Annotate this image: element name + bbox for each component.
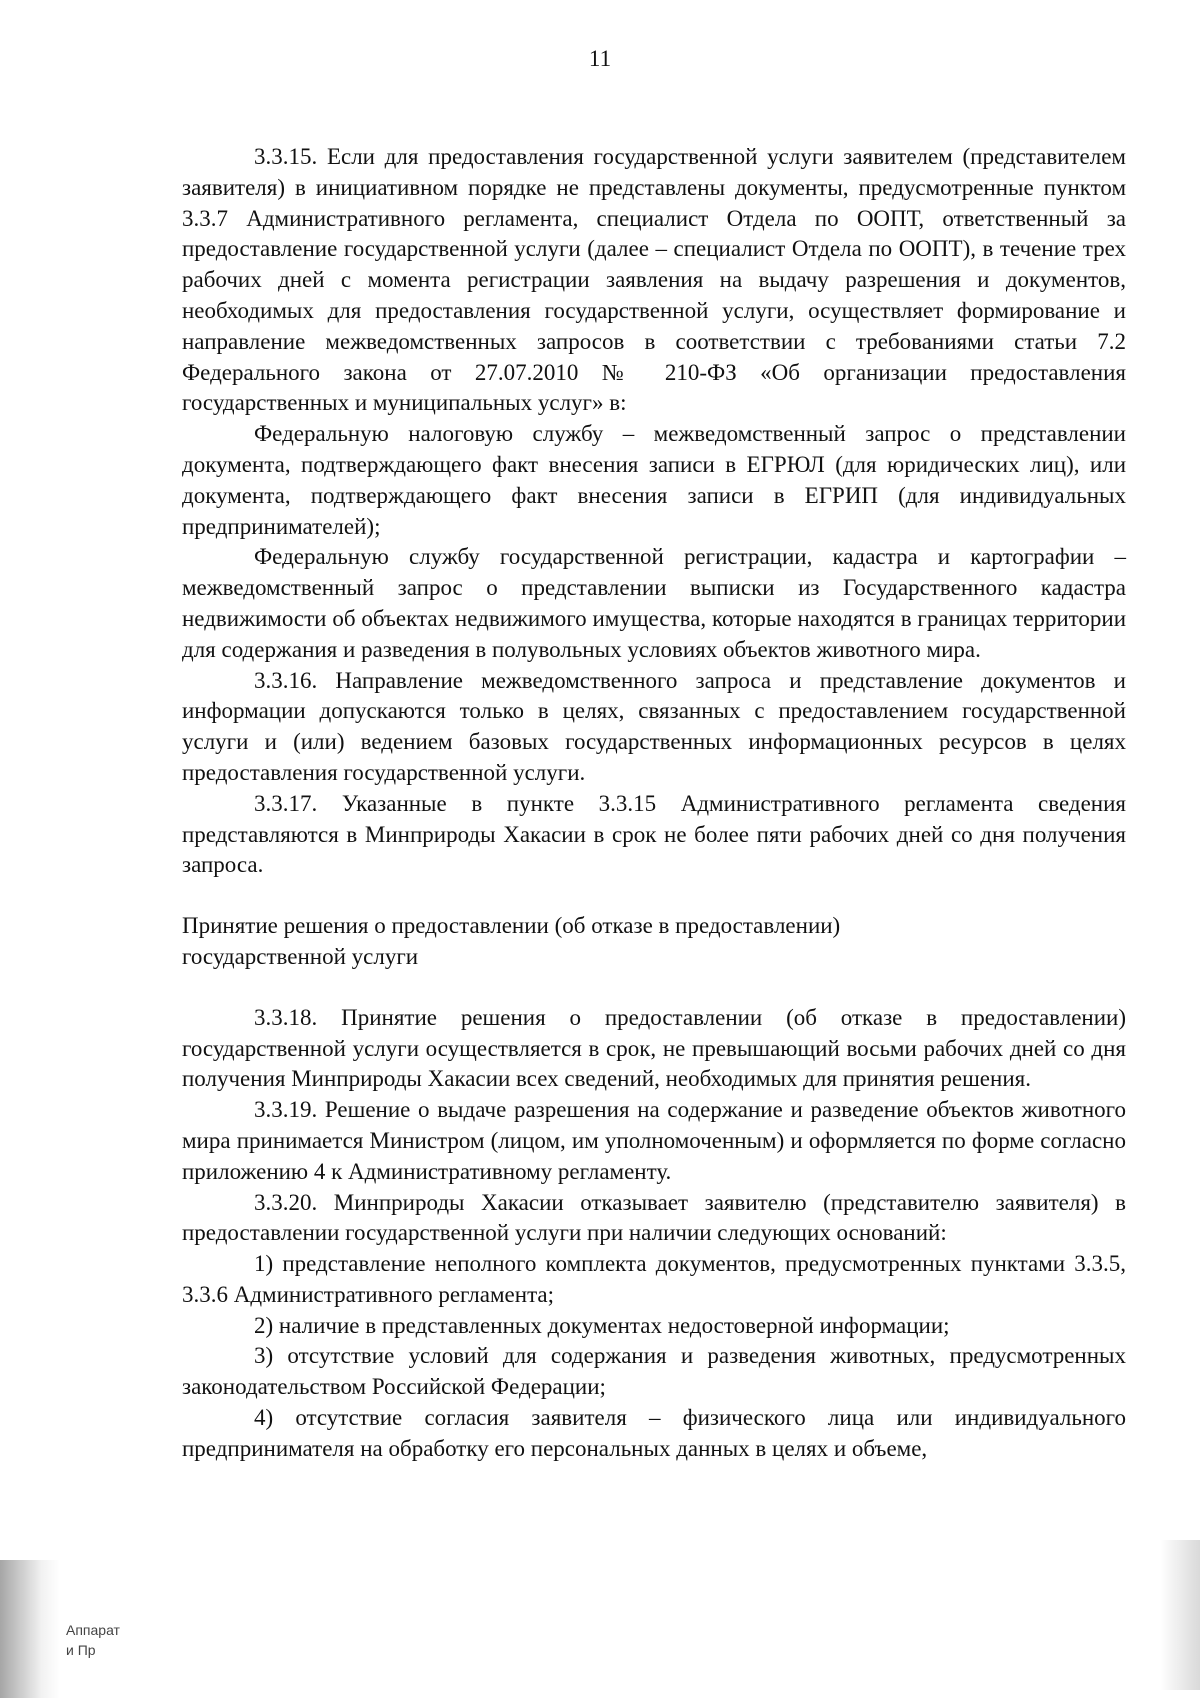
list-item-3: 3) отсутствие условий для содержания и разведения животных, предусмотренных законодательством Российской Федерации; xyxy=(182,1343,1126,1400)
partial-stamp xyxy=(66,1620,120,1660)
paragraph-3-3-15: 3.3.15. Если для предоставления государственной услуги заявителем (представителем заявителя) в инициативном порядке не представлены документы, предусмотренные пунктом 3.3.7 Административного регламента, специалист Отдела по ООПТ, ответственный за предоставление государственной услуги (далее – специалист Отдела по ООПТ), в течение трех рабочих дней с момента регистрации заявления на выдачу разрешения и документов, необходимых для предоставления государственной услуги, осуществляет формирование и направление межведомственных запросов в соответствии с требованиями статьи 7.2 Федерального закона от 27.07.2010 № 210-ФЗ «Об организации предоставления государственных и муниципальных услуг» в: xyxy=(182,144,1126,416)
document-body xyxy=(182,142,1126,1465)
page-number: 11 xyxy=(588,46,612,71)
list-item-4: 4) отсутствие согласия заявителя – физического лица или индивидуального предпринимателя на обработку его персональных данных в целях и объеме, xyxy=(182,1405,1126,1461)
section-heading xyxy=(182,911,1126,973)
list-item-2: 2) наличие в представленных документах недостоверной информации; xyxy=(254,1312,950,1338)
stamp-line-1: Аппарат xyxy=(66,1622,120,1638)
list-item-1: 1) представление неполного комплекта документов, предусмотренных пунктами 3.3.5, 3.3.6 Административного регламента; xyxy=(182,1251,1126,1307)
paragraph-registration-service: Федеральную службу государственной регистрации, кадастра и картографии – межведомственный запрос о представлении выписки из Государственного кадастра недвижимости об объектах недвижимого имущества, которые находятся в границах территории для содержания и разведения в полувольных условиях объектов животного мира. xyxy=(182,544,1126,662)
paragraph-3-3-16: 3.3.16. Направление межведомственного запроса и представление документов и информации допускаются только в целях, связанных с предоставлением государственной услуги и (или) ведением базовых государственных информационных ресурсов в целях предоставления государственной услуги. xyxy=(182,667,1126,785)
paragraph-3-3-17: 3.3.17. Указанные в пункте 3.3.15 Административного регламента сведения представляются в Минприроды Хакасии в срок не более пяти рабочих дней со дня получения запроса. xyxy=(182,790,1126,878)
paragraph-3-3-18: 3.3.18. Принятие решения о предоставлении (об отказе в предоставлении) государственной услуги осуществляется в срок, не превышающий восьми рабочих дней со дня получения Минприроды Хакасии всех сведений, необходимых для принятия решения. xyxy=(182,1004,1126,1092)
scan-edge-left xyxy=(0,1560,60,1698)
paragraph-tax-service: Федеральную налоговую службу – межведомственный запрос о представлении документа, подтверждающего факт внесения записи в ЕГРЮЛ (для юридических лиц), или документа, подтверждающего факт внесения записи в ЕГРИП (для индивидуальных предпринимателей); xyxy=(182,421,1126,539)
section-heading-line-1: Принятие решения о предоставлении (об отказе в предоставлении) xyxy=(182,913,841,939)
paragraph-3-3-19: 3.3.19. Решение о выдаче разрешения на содержание и разведение объектов животного мира принимается Министром (лицом, им уполномоченным) и оформляется по форме согласно приложению 4 к Административному регламенту. xyxy=(182,1097,1126,1184)
paragraph-3-3-20: 3.3.20. Минприроды Хакасии отказывает заявителю (представителю заявителя) в предоставлении государственной услуги при наличии следующих оснований: xyxy=(182,1189,1126,1246)
section-heading-line-2: государственной услуги xyxy=(182,943,419,969)
scan-edge-right xyxy=(1160,1540,1200,1690)
stamp-line-2: и Пр xyxy=(66,1642,96,1658)
